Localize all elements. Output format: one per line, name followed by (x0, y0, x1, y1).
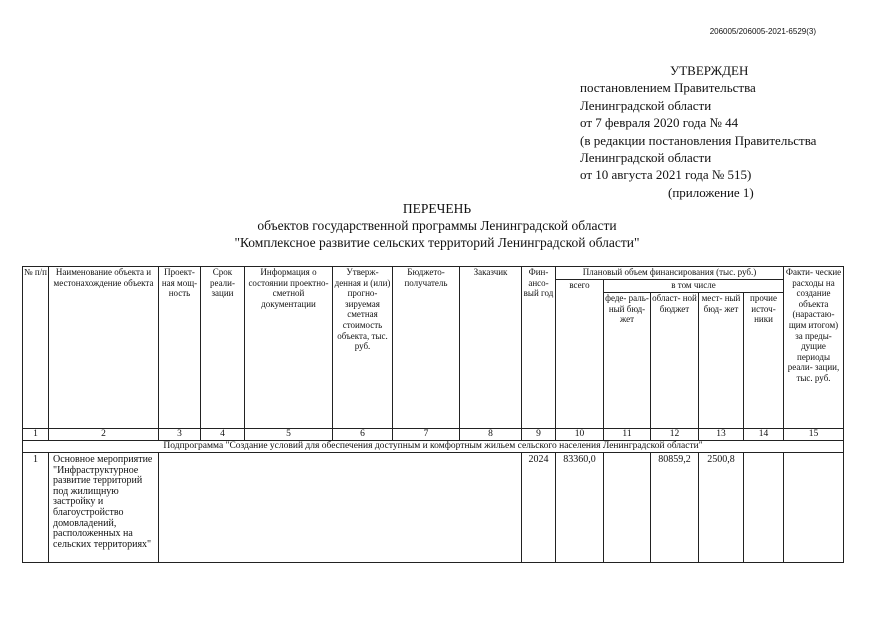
header-cost: Утверж- денная и (или) прогно- зируемая сметная стоимость объекта, тыс. руб. (333, 267, 393, 429)
header-actual: Факти- ческие расходы на создание объекта (нарастаю- щим итогом) за преды- дущие периоды реали- зации, тыс. руб. (784, 267, 844, 429)
approval-title: УТВЕРЖДЕН (670, 63, 749, 78)
row-object-name: Основное мероприятие "Инфраструктурное развитие территорий под жилищную застройку и благоустройство домовладений, расположенных на сельских территориях" (49, 453, 159, 563)
header-total: всего (556, 280, 604, 429)
header-year: Фин- ансо- вый год (522, 267, 556, 429)
row-number: 1 (23, 453, 49, 563)
approval-block (580, 62, 816, 201)
column-number: 9 (522, 429, 556, 441)
approval-line: от 10 августа 2021 года № 515) (580, 167, 752, 183)
subprogram-title: Подпрограмма "Создание условий для обеспечения доступным и комфортным жильем сельского населения Ленинградской области" (23, 441, 844, 453)
approval-line: от 7 февраля 2020 года № 44 (580, 115, 739, 131)
page-title: ПЕРЕЧЕНЬ (402, 201, 472, 216)
column-number: 6 (333, 429, 393, 441)
approval-line: (в редакции постановления Правительства (580, 132, 817, 148)
column-number: 15 (784, 429, 844, 441)
header-num: № п/п (23, 267, 49, 429)
document-id: 206005/206005-2021-6529(3) (709, 27, 816, 36)
page-subtitle-program: "Комплексное развитие сельских территорий Ленинградской области" (234, 235, 640, 250)
header-regional: област- ной бюджет (651, 293, 699, 429)
row-local: 2500,8 (699, 453, 744, 563)
header-plan: Плановый объем финансирования (тыс. руб.) (556, 267, 784, 280)
row-actual (784, 453, 844, 563)
column-number: 13 (699, 429, 744, 441)
column-number: 10 (556, 429, 604, 441)
row-regional: 80859,2 (651, 453, 699, 563)
row-merged-empty (159, 453, 522, 563)
header-local: мест- ный бюд- жет (699, 293, 744, 429)
row-year: 2024 (522, 453, 556, 563)
row-federal (604, 453, 651, 563)
column-number: 7 (393, 429, 460, 441)
header-recipient: Бюджето- получатель (393, 267, 460, 429)
header-term: Срок реали- зации (201, 267, 245, 429)
column-number: 1 (23, 429, 49, 441)
column-number: 3 (159, 429, 201, 441)
column-number: 12 (651, 429, 699, 441)
header-customer: Заказчик (460, 267, 522, 429)
approval-line: постановлением Правительства (580, 80, 756, 96)
header-name: Наименование объекта и местонахождение объекта (49, 267, 159, 429)
row-total: 83360,0 (556, 453, 604, 563)
column-number: 5 (245, 429, 333, 441)
approval-line: Ленинградской области (580, 97, 712, 113)
page-subtitle: объектов государственной программы Ленинградской области (257, 218, 617, 233)
approval-appendix: (приложение 1) (668, 184, 754, 200)
header-other: прочие источ- ники (744, 293, 784, 429)
column-number: 11 (604, 429, 651, 441)
approval-line: Ленинградской области (580, 150, 712, 166)
header-including: в том числе (604, 280, 784, 293)
row-other (744, 453, 784, 563)
header-docs-info: Информация о состоянии проектно- сметной документации (245, 267, 333, 429)
header-federal: феде- раль- ный бюд- жет (604, 293, 651, 429)
objects-table (22, 266, 844, 563)
column-number: 14 (744, 429, 784, 441)
header-capacity: Проект- ная мощ- ность (159, 267, 201, 429)
column-number: 8 (460, 429, 522, 441)
column-number: 2 (49, 429, 159, 441)
column-number: 4 (201, 429, 245, 441)
